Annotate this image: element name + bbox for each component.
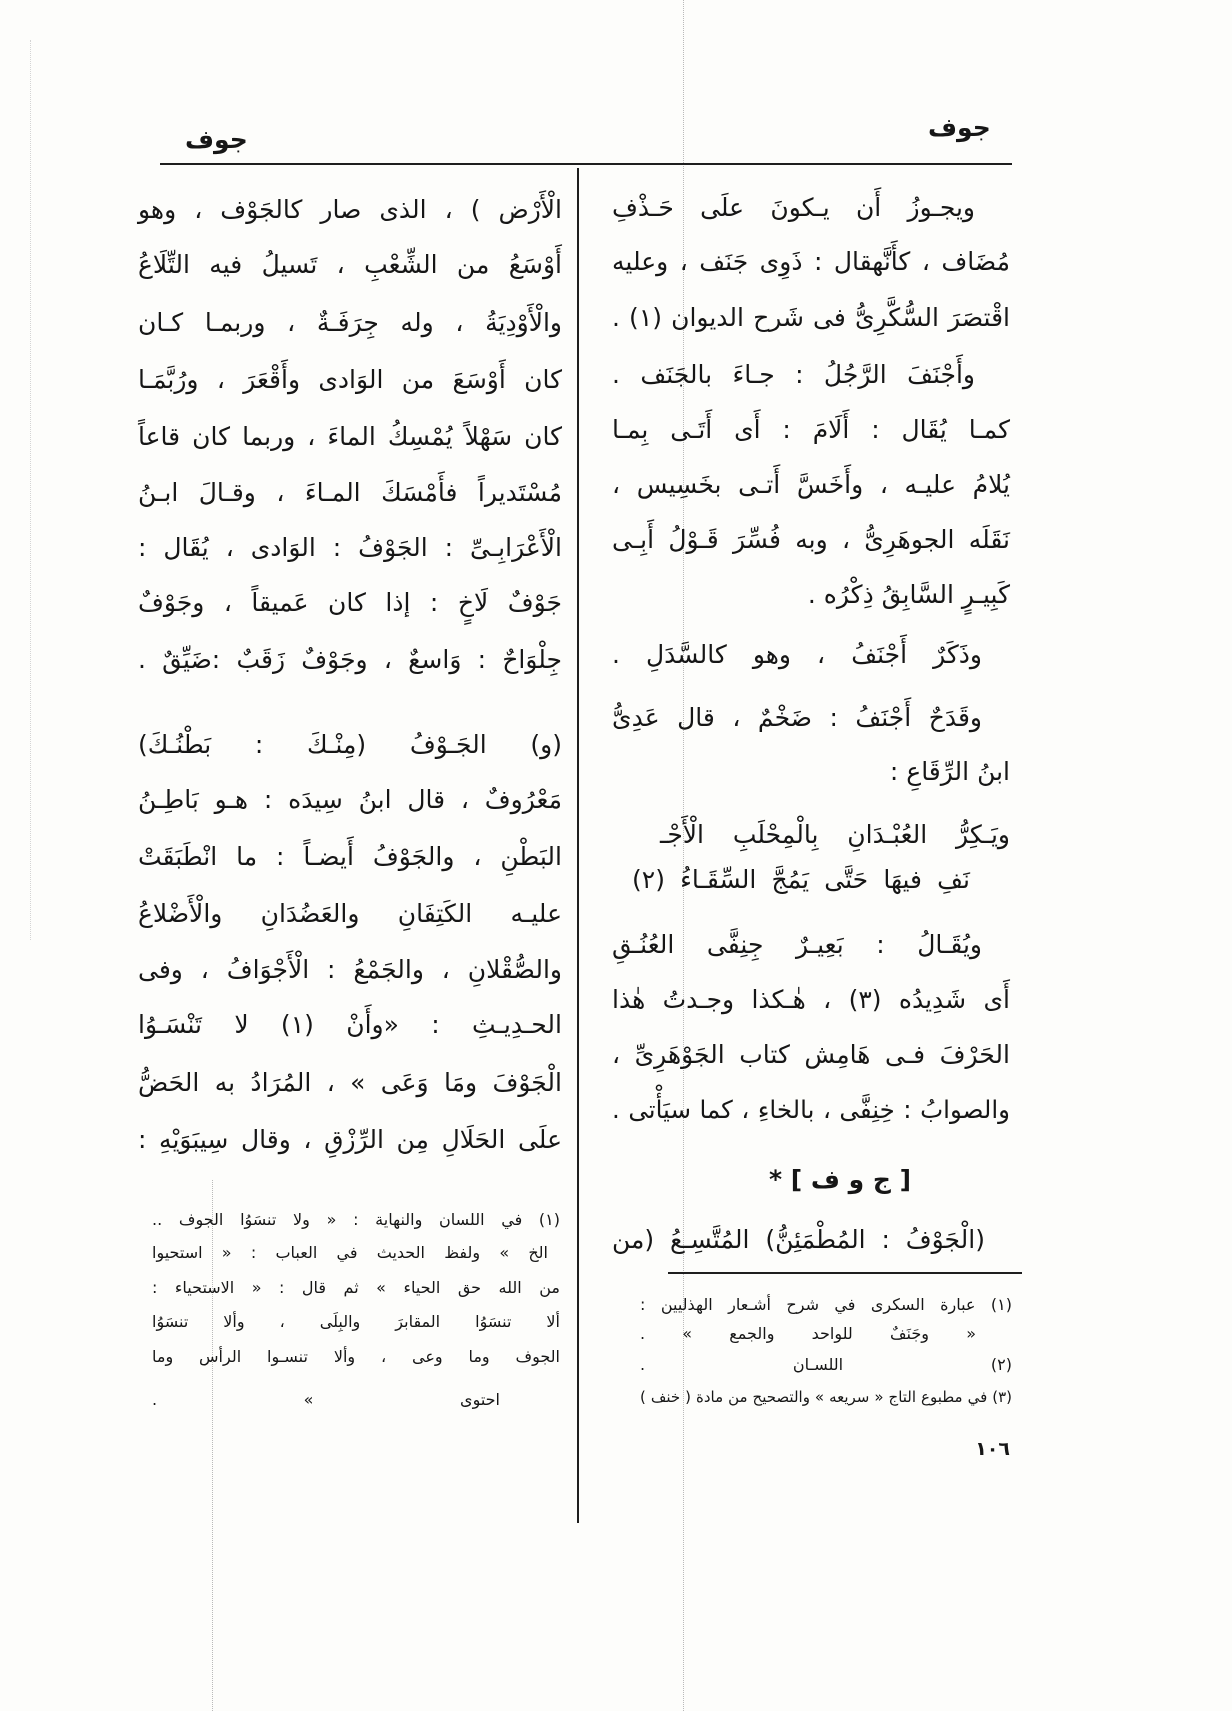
left-column-line: الْجَوْفَ ومَا وَعَى » ، المُرَادُ به الحَضُّ [138,1068,562,1097]
footnote-line: « وجَنَفٌ للواحد والجمع » . [640,1324,976,1343]
right-column-line: نَقَلَه الجوهَرِىُّ ، وبه فُسِّرَ قَـوْلُ أَبِـى [612,525,1010,554]
header-rule [160,163,1012,165]
verse-line: نَفِ فيهَا حَتَّى يَمُجَّ السِّقَـاءُ (٢) [632,865,970,894]
footnote-line: (٢) اللسـان . [640,1355,1012,1374]
right-column-line: ابنُ الرِّقَاعِ : [889,757,1010,786]
right-column-line: مُضَاف ، كأَنَّهقال : ذَوِى جَنَف ، وعليه [612,247,1010,276]
left-column-line: أَوْسَعُ من الشِّعْبِ ، تَسيلُ فيه التِّلَاعُ [138,250,562,279]
right-column-line: أَى شَدِيدُه (٣) ، هٰـكذا وجـدتُ هٰذا [612,985,1010,1014]
footnote-line: (١) عبارة السكرى في شرح أشـعار الهذليين : [640,1295,1012,1314]
left-column-line: الْأَعْرَابِـىِّ : الجَوْفُ : الوَادى ، يُقَال : [138,533,562,562]
left-column-line: مُسْتَديراً فأَمْسَكَ المـاءَ ، وقـالَ ابـنُ [138,478,562,507]
right-column-line: يُلامُ عليـه ، وأَخَسَّ أَتـى بخَسِيس ، [612,470,1010,499]
left-column-line: كان سَهْلاً يُمْسِكُ الماءَ ، وربما كان قاعاً [138,422,562,451]
left-column-line: جِلْوَاحٌ : وَاسعٌ ، وجَوْفٌ زَقَبٌ :ضَيِّقٌ . [138,645,562,674]
left-column-line: كان أَوْسَعَ من الوَادى وأَقْعَرَ ، ورُبَّمَـا [138,365,562,394]
left-column-line: (و) الجَـوْفُ (مِنْـكَ : بَطْنُـكَ) [138,730,562,759]
footnote-line: الخ » ولفظ الحديث في العباب : « استحيوا [152,1243,548,1262]
footnote-line: احتوى » . [152,1390,500,1409]
left-column-line: عليـه الكَتِفَانِ والعَضُدَانِ والْأَضْلاعُ [138,899,562,928]
right-column-line: كَبِيـرٍ السَّابِقُ ذِكْرُه . [807,580,1010,609]
right-column-line: وذَكَرٌ أَجْنَفُ ، وهو كالسَّدَلِ . [612,640,982,669]
right-column-line: ويُقَـالُ : بَعِيـرٌ جِنِفَّى العُنُـقِ [612,930,982,959]
left-column-line: علَى الحَلَالِ مِن الرِّزْقِ ، وقال سِيبَوَيْهِ : [138,1125,562,1154]
left-column-line: جَوْفٌ لَاخٍ : إذا كان عَميقاً ، وجَوْفٌ [138,588,562,617]
left-column-line: والصُّقْلانِ ، والجَمْعُ : الْأَجْوَافُ ، وفى [138,955,562,984]
right-column-line: الحَرْفَ فـى هَامِش كتاب الجَوْهَرِىِّ ، [612,1040,1010,1069]
column-divider [577,168,579,1523]
right-column-line: وقَدَحٌ أَجْنَفُ : ضَخْمٌ ، قال عَدِىُّ [612,703,982,732]
footnote-line: من الله حق الحياء » ثم قال : « الاستحياء : [152,1278,560,1297]
scan-fold-line [30,40,31,940]
entry-heading: [ ج و ف ] * [768,1165,912,1194]
footnote-line: (١) في اللسان والنهاية : « ولا تنسَوُا الجوف .. [152,1210,560,1229]
left-column-line: الْأَرْض ) ، الذى صار كالجَوْف ، وهو [138,195,562,224]
footnote-rule [668,1272,1022,1274]
verse-line: ويَـكِرُّ العُبْـدَانِ بِالْمِحْلَبِ الْأَجْـ [660,820,1010,849]
right-column-line: (الْجَوْفُ : المُطْمَئِنُّ) المُتَّسِـعُ (من [612,1225,985,1254]
right-column-line: كمـا يُقَال : أَلَامَ : أَى أَتَـى بِمـا [612,415,1010,444]
running-head-left: جوف [185,125,248,154]
right-column-line: ويجـوزُ أَن يـكونَ علَى حَـذْفِ [612,193,975,222]
right-column-line: اقْتصَرَ السُّكَّرِىُّ فى شَرح الديوان (١) . [612,303,1010,332]
page-number: ١٠٦ [975,1438,1010,1460]
footnote-line: الجوف وما وعى ، وألا تنسـوا الرأس وما [152,1347,560,1366]
left-column-line: والْأَوْدِيَةُ ، وله جِرَفَـةٌ ، وربمـا كـان [138,308,562,337]
right-column-line: والصوابُ : خِنِفَّى ، بالخاءِ ، كما سيَأْتى . [612,1095,1010,1124]
right-column-line: وأَجْنَفَ الرَّجُلُ : جـاءَ بالجَنَف . [612,360,975,389]
left-column-line: البَطْنِ ، والجَوْفُ أَيضـاً : ما انْطَبَقَتْ [138,842,562,871]
footnote-line: ألا تنسَوُا المقابرَ والبِلَى ، وألا تنسَوُا [152,1312,560,1331]
left-column-line: مَعْرُوفٌ ، قال ابنُ سِيدَه : هـو بَاطِـنُ [138,785,562,814]
left-column-line: الحـدِيـثِ : «وأَنْ (١) لا تَنْسَـوُا [138,1010,562,1039]
footnote-line: (٣) في مطبوع التاج « سريعه » والتصحيح من مادة ( خنف ) [640,1388,1012,1406]
running-head-right: جوف [928,113,991,142]
